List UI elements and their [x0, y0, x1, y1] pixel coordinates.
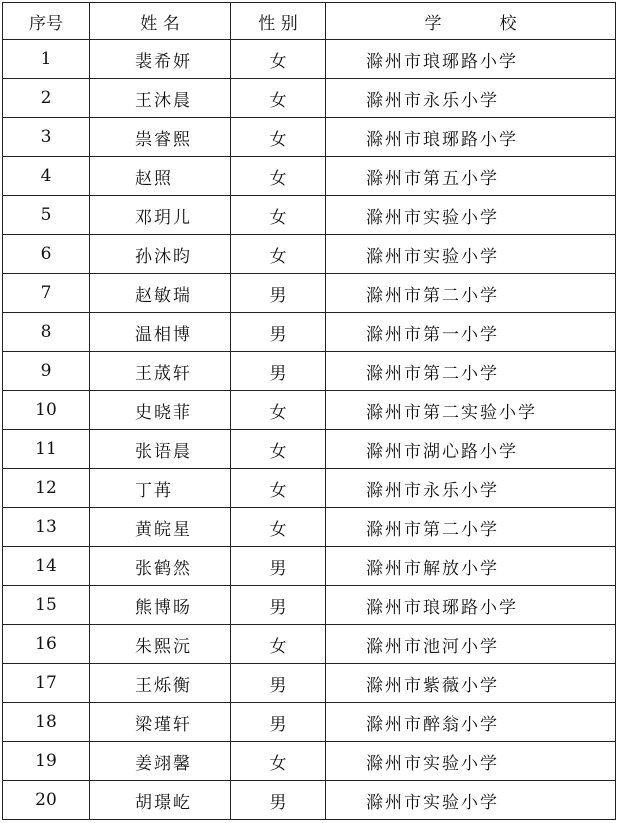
student-gender: 男 [231, 781, 326, 820]
school-name: 滁州市琅琊路小学 [326, 118, 616, 157]
header-row [3, 3, 616, 40]
table-row [3, 157, 616, 196]
table-row [3, 196, 616, 235]
table-row [3, 118, 616, 157]
student-name: 胡璟屹 [90, 781, 231, 820]
row-number: 6 [3, 235, 90, 274]
student-gender: 男 [231, 547, 326, 586]
school-name: 滁州市第二小学 [326, 508, 616, 547]
table-row [3, 274, 616, 313]
student-gender: 男 [231, 664, 326, 703]
table-header [3, 3, 616, 40]
school-name: 滁州市解放小学 [326, 547, 616, 586]
school-name: 滁州市第二实验小学 [326, 391, 616, 430]
table-row [3, 469, 616, 508]
student-name: 赵照 [90, 157, 231, 196]
student-gender: 男 [231, 313, 326, 352]
table-row [3, 391, 616, 430]
row-number: 8 [3, 313, 90, 352]
student-gender: 女 [231, 235, 326, 274]
student-name: 张鹤然 [90, 547, 231, 586]
student-name: 熊博旸 [90, 586, 231, 625]
table-row [3, 40, 616, 79]
student-gender: 女 [231, 157, 326, 196]
student-name: 梁瑾轩 [90, 703, 231, 742]
row-number: 7 [3, 274, 90, 313]
row-number: 9 [3, 352, 90, 391]
student-gender: 男 [231, 352, 326, 391]
student-gender: 女 [231, 430, 326, 469]
student-name: 张语晨 [90, 430, 231, 469]
student-gender: 女 [231, 196, 326, 235]
school-name: 滁州市醉翁小学 [326, 703, 616, 742]
student-gender: 女 [231, 742, 326, 781]
school-name: 滁州市永乐小学 [326, 469, 616, 508]
student-gender: 女 [231, 508, 326, 547]
student-name: 赵敏瑞 [90, 274, 231, 313]
school-name: 滁州市第二小学 [326, 274, 616, 313]
roster-table [2, 2, 616, 820]
row-number: 4 [3, 157, 90, 196]
header-school [326, 3, 616, 40]
table-row [3, 703, 616, 742]
school-name: 滁州市实验小学 [326, 742, 616, 781]
row-number: 3 [3, 118, 90, 157]
student-gender: 女 [231, 118, 326, 157]
student-name: 裴希妍 [90, 40, 231, 79]
table-row [3, 625, 616, 664]
student-name: 祟睿熙 [90, 118, 231, 157]
table-row [3, 508, 616, 547]
row-number: 20 [3, 781, 90, 820]
table-row [3, 235, 616, 274]
table-row [3, 547, 616, 586]
table-row [3, 781, 616, 820]
school-name: 滁州市实验小学 [326, 196, 616, 235]
row-number: 17 [3, 664, 90, 703]
table-row [3, 742, 616, 781]
header-name: 姓 名 [90, 3, 231, 40]
student-name: 温相博 [90, 313, 231, 352]
school-name: 滁州市实验小学 [326, 235, 616, 274]
school-name: 滁州市永乐小学 [326, 79, 616, 118]
row-number: 14 [3, 547, 90, 586]
row-number: 13 [3, 508, 90, 547]
row-number: 5 [3, 196, 90, 235]
table-row [3, 313, 616, 352]
student-name: 姜翊馨 [90, 742, 231, 781]
header-gender: 性 别 [231, 3, 326, 40]
row-number: 2 [3, 79, 90, 118]
school-name: 滁州市湖心路小学 [326, 430, 616, 469]
student-gender: 男 [231, 586, 326, 625]
row-number: 16 [3, 625, 90, 664]
student-name: 王沐晨 [90, 79, 231, 118]
header-school-label: 学 校 [424, 13, 517, 34]
school-name: 滁州市琅琊路小学 [326, 40, 616, 79]
row-number: 19 [3, 742, 90, 781]
school-name: 滁州市第二小学 [326, 352, 616, 391]
student-name: 孙沐昀 [90, 235, 231, 274]
student-gender: 男 [231, 703, 326, 742]
row-number: 1 [3, 40, 90, 79]
student-gender: 女 [231, 40, 326, 79]
header-number: 序号 [3, 3, 90, 40]
student-name: 朱熙沅 [90, 625, 231, 664]
row-number: 12 [3, 469, 90, 508]
row-number: 15 [3, 586, 90, 625]
student-gender: 女 [231, 391, 326, 430]
student-name: 王荿轩 [90, 352, 231, 391]
student-name: 王烁衡 [90, 664, 231, 703]
table-row [3, 352, 616, 391]
student-gender: 女 [231, 625, 326, 664]
student-gender: 男 [231, 274, 326, 313]
table-row [3, 79, 616, 118]
row-number: 10 [3, 391, 90, 430]
student-gender: 女 [231, 79, 326, 118]
school-name: 滁州市池河小学 [326, 625, 616, 664]
table-body [3, 40, 616, 820]
student-name: 邓玥儿 [90, 196, 231, 235]
school-name: 滁州市实验小学 [326, 781, 616, 820]
row-number: 11 [3, 430, 90, 469]
row-number: 18 [3, 703, 90, 742]
school-name: 滁州市琅琊路小学 [326, 586, 616, 625]
student-name: 史晓菲 [90, 391, 231, 430]
student-name: 丁苒 [90, 469, 231, 508]
student-gender: 女 [231, 469, 326, 508]
student-name: 黄皖星 [90, 508, 231, 547]
school-name: 滁州市紫薇小学 [326, 664, 616, 703]
school-name: 滁州市第五小学 [326, 157, 616, 196]
table-row [3, 586, 616, 625]
table-row [3, 430, 616, 469]
table-row [3, 664, 616, 703]
school-name: 滁州市第一小学 [326, 313, 616, 352]
